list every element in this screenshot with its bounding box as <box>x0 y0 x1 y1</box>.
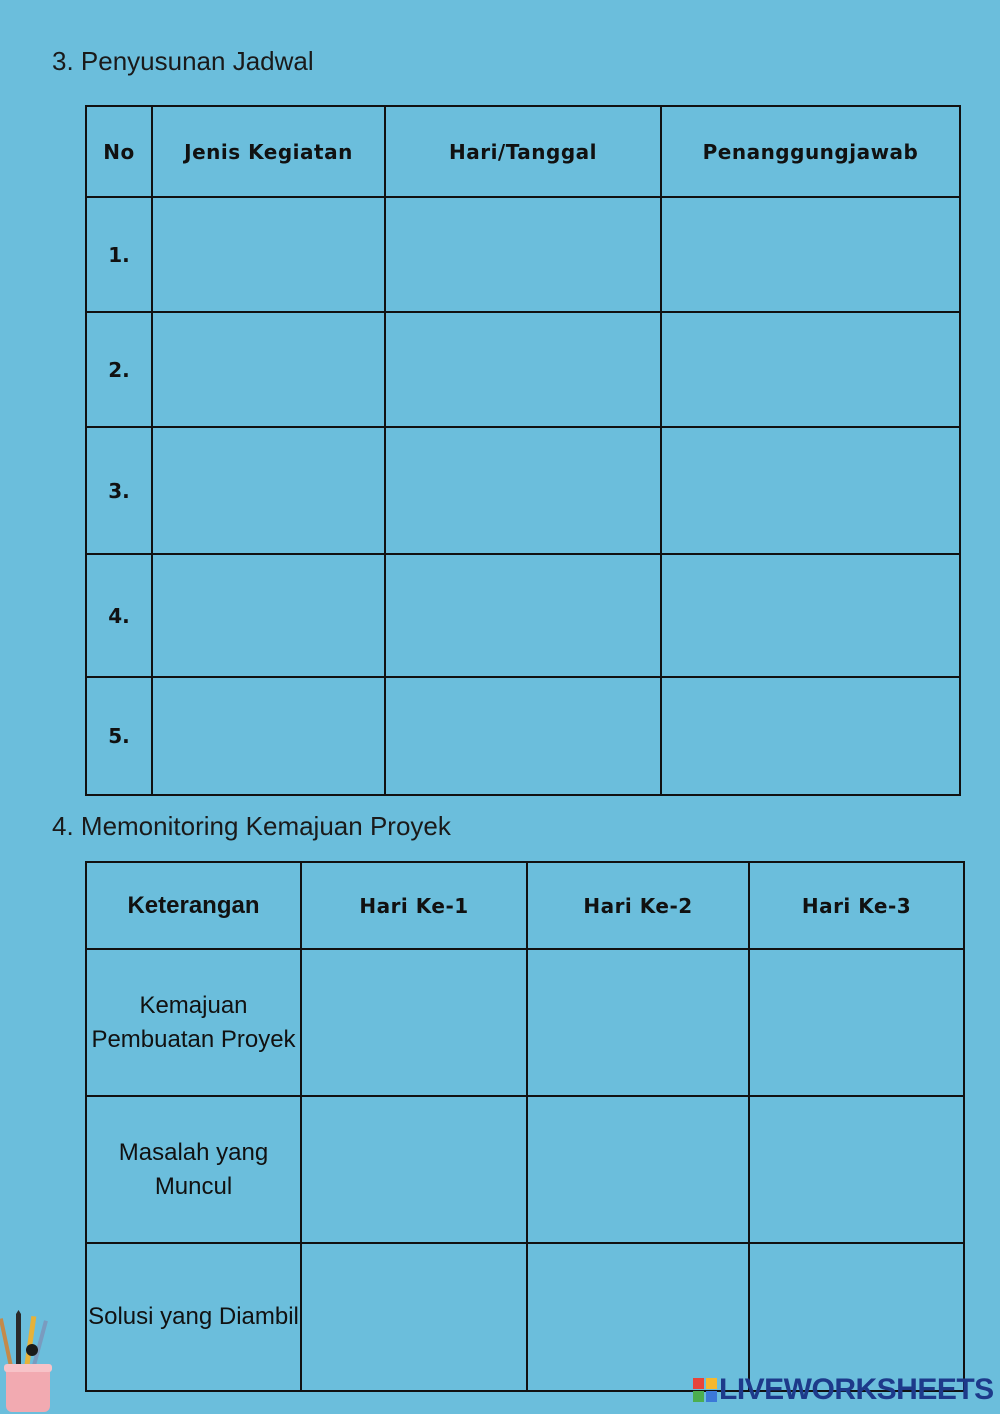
hari-ke-1-cell[interactable] <box>301 1243 527 1391</box>
table-row <box>86 1243 964 1391</box>
row-number: 5. <box>86 677 152 795</box>
header-jenis-kegiatan: Jenis Kegiatan <box>152 106 385 197</box>
table-row <box>86 1096 964 1243</box>
hari-tanggal-cell[interactable] <box>385 677 661 795</box>
monitoring-header-row <box>86 862 964 949</box>
hari-ke-1-cell[interactable] <box>301 1096 527 1243</box>
monitoring-section-title: 4. Memonitoring Kemajuan Proyek <box>52 811 451 841</box>
header-hari-tanggal: Hari/Tanggal <box>385 106 661 197</box>
schedule-section-title: 3. Penyusunan Jadwal <box>52 46 314 76</box>
hari-tanggal-cell[interactable] <box>385 312 661 427</box>
header-keterangan: Keterangan <box>86 862 301 949</box>
jenis-kegiatan-cell[interactable] <box>152 677 385 795</box>
table-row <box>86 949 964 1096</box>
table-row <box>86 427 960 554</box>
schedule-table <box>85 105 961 796</box>
header-hari-ke-2: Hari Ke-2 <box>527 862 749 949</box>
header-hari-ke-1: Hari Ke-1 <box>301 862 527 949</box>
hari-ke-2-cell[interactable] <box>527 1243 749 1391</box>
jenis-kegiatan-cell[interactable] <box>152 554 385 677</box>
table-row <box>86 677 960 795</box>
monitoring-table <box>85 861 965 1392</box>
hari-ke-2-cell[interactable] <box>527 949 749 1096</box>
pencil-cup-icon <box>0 1310 56 1414</box>
row-label: Masalah yang Muncul <box>86 1096 301 1243</box>
penanggungjawab-cell[interactable] <box>661 197 960 312</box>
table-row <box>86 197 960 312</box>
liveworksheets-logo-icon <box>693 1378 717 1402</box>
row-number: 4. <box>86 554 152 677</box>
penanggungjawab-cell[interactable] <box>661 427 960 554</box>
header-no: No <box>86 106 152 197</box>
hari-tanggal-cell[interactable] <box>385 197 661 312</box>
hari-ke-1-cell[interactable] <box>301 949 527 1096</box>
schedule-header-row <box>86 106 960 197</box>
table-row <box>86 554 960 677</box>
row-label: Solusi yang Diambil <box>86 1243 301 1391</box>
row-number: 2. <box>86 312 152 427</box>
hari-tanggal-cell[interactable] <box>385 427 661 554</box>
row-number: 3. <box>86 427 152 554</box>
header-hari-ke-3: Hari Ke-3 <box>749 862 964 949</box>
hari-tanggal-cell[interactable] <box>385 554 661 677</box>
penanggungjawab-cell[interactable] <box>661 554 960 677</box>
table-row <box>86 312 960 427</box>
penanggungjawab-cell[interactable] <box>661 677 960 795</box>
jenis-kegiatan-cell[interactable] <box>152 427 385 554</box>
hari-ke-3-cell[interactable] <box>749 1096 964 1243</box>
hari-ke-2-cell[interactable] <box>527 1096 749 1243</box>
row-label: Kemajuan Pembuatan Proyek <box>86 949 301 1096</box>
liveworksheets-logo-text: LIVEWORKSHEETS <box>719 1373 994 1406</box>
jenis-kegiatan-cell[interactable] <box>152 312 385 427</box>
penanggungjawab-cell[interactable] <box>661 312 960 427</box>
hari-ke-3-cell[interactable] <box>749 1243 964 1391</box>
jenis-kegiatan-cell[interactable] <box>152 197 385 312</box>
header-penanggungjawab: Penanggungjawab <box>661 106 960 197</box>
liveworksheets-logo[interactable] <box>693 1373 994 1407</box>
row-number: 1. <box>86 197 152 312</box>
hari-ke-3-cell[interactable] <box>749 949 964 1096</box>
